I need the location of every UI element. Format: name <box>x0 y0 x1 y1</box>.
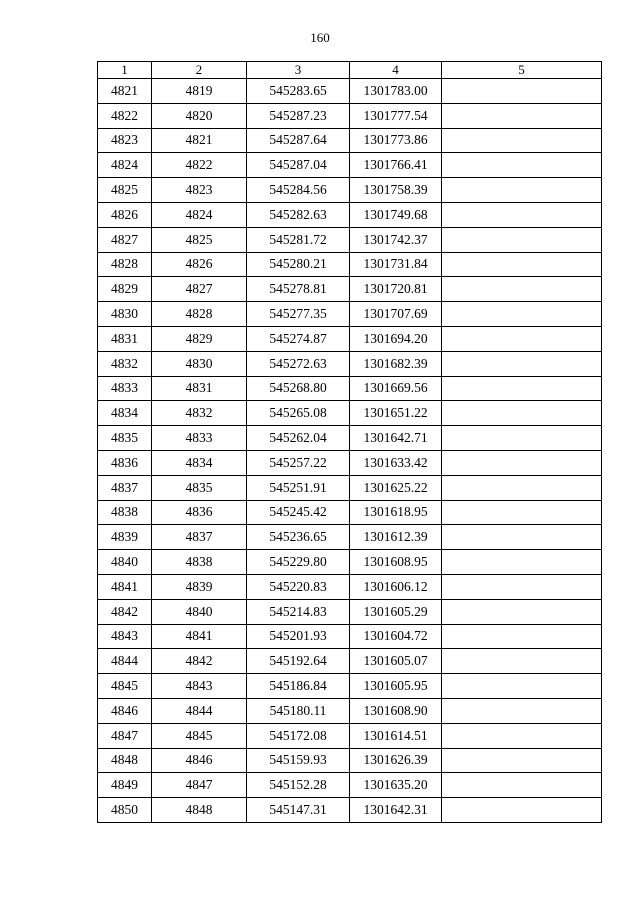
table-cell: 545278.81 <box>247 277 350 302</box>
table-cell: 1301608.90 <box>350 698 442 723</box>
table-cell: 4831 <box>98 326 152 351</box>
table-cell: 4821 <box>152 128 247 153</box>
table-cell <box>442 227 602 252</box>
table-row <box>98 202 602 227</box>
table-cell <box>442 79 602 104</box>
table-cell: 545277.35 <box>247 302 350 327</box>
table-cell: 1301758.39 <box>350 178 442 203</box>
table-cell: 1301605.07 <box>350 649 442 674</box>
table-row <box>98 252 602 277</box>
table-cell: 1301625.22 <box>350 475 442 500</box>
table-cell <box>442 550 602 575</box>
table-cell: 4829 <box>152 326 247 351</box>
table-cell: 4825 <box>152 227 247 252</box>
table-row <box>98 798 602 823</box>
table-cell: 4830 <box>98 302 152 327</box>
table-cell: 4838 <box>98 500 152 525</box>
table-cell: 545280.21 <box>247 252 350 277</box>
table-cell: 4839 <box>152 574 247 599</box>
table-cell: 4824 <box>152 202 247 227</box>
table-cell: 4843 <box>152 674 247 699</box>
table-row <box>98 227 602 252</box>
table-cell: 4820 <box>152 103 247 128</box>
table-cell: 4819 <box>152 79 247 104</box>
table-cell: 545172.08 <box>247 723 350 748</box>
table-cell <box>442 773 602 798</box>
table-cell: 545282.63 <box>247 202 350 227</box>
table-cell: 4832 <box>98 351 152 376</box>
table-cell: 4849 <box>98 773 152 798</box>
table-cell: 4838 <box>152 550 247 575</box>
page-number: 160 <box>310 30 330 45</box>
table-row <box>98 426 602 451</box>
table-cell: 4821 <box>98 79 152 104</box>
table-cell: 4848 <box>98 748 152 773</box>
table-cell: 1301682.39 <box>350 351 442 376</box>
table-cell: 4835 <box>98 426 152 451</box>
table-row <box>98 698 602 723</box>
table-cell: 1301651.22 <box>350 401 442 426</box>
table-cell: 4825 <box>98 178 152 203</box>
table-cell <box>442 153 602 178</box>
table-cell <box>442 376 602 401</box>
table-cell <box>442 500 602 525</box>
table-cell: 4835 <box>152 475 247 500</box>
table-cell: 1301605.95 <box>350 674 442 699</box>
table-cell: 4843 <box>98 624 152 649</box>
table-cell: 1301633.42 <box>350 450 442 475</box>
table-cell <box>442 103 602 128</box>
column-header: 5 <box>442 62 602 79</box>
table-cell <box>442 426 602 451</box>
table-row <box>98 351 602 376</box>
table-cell: 4844 <box>98 649 152 674</box>
table-cell: 545186.84 <box>247 674 350 699</box>
table-cell: 4823 <box>98 128 152 153</box>
table-cell: 4847 <box>98 723 152 748</box>
table-cell: 4828 <box>152 302 247 327</box>
table-cell: 1301612.39 <box>350 525 442 550</box>
table-cell: 1301642.71 <box>350 426 442 451</box>
table-cell: 4850 <box>98 798 152 823</box>
table-cell: 545283.65 <box>247 79 350 104</box>
table-cell: 4826 <box>98 202 152 227</box>
table-cell: 4823 <box>152 178 247 203</box>
table-cell: 4837 <box>152 525 247 550</box>
table-cell: 1301669.56 <box>350 376 442 401</box>
table-cell: 4842 <box>152 649 247 674</box>
table-cell: 4822 <box>98 103 152 128</box>
table-cell: 4836 <box>152 500 247 525</box>
table-cell: 545159.93 <box>247 748 350 773</box>
table-cell: 545152.28 <box>247 773 350 798</box>
table-cell: 4844 <box>152 698 247 723</box>
table-cell: 4839 <box>98 525 152 550</box>
table-cell: 4827 <box>152 277 247 302</box>
table-cell: 4846 <box>152 748 247 773</box>
table-cell: 545214.83 <box>247 599 350 624</box>
table-row <box>98 103 602 128</box>
table-cell: 4841 <box>98 574 152 599</box>
column-header: 3 <box>247 62 350 79</box>
table-cell: 4827 <box>98 227 152 252</box>
table-cell: 1301635.20 <box>350 773 442 798</box>
table-cell: 1301773.86 <box>350 128 442 153</box>
table-cell: 545262.04 <box>247 426 350 451</box>
table-cell <box>442 302 602 327</box>
table-cell <box>442 798 602 823</box>
table-cell: 4833 <box>98 376 152 401</box>
table-row <box>98 748 602 773</box>
table-row <box>98 326 602 351</box>
table-cell: 1301742.37 <box>350 227 442 252</box>
table-cell: 545201.93 <box>247 624 350 649</box>
table-cell <box>442 202 602 227</box>
column-header: 4 <box>350 62 442 79</box>
table-cell: 4846 <box>98 698 152 723</box>
table-cell: 1301642.31 <box>350 798 442 823</box>
table-cell <box>442 574 602 599</box>
table-cell <box>442 624 602 649</box>
table-cell: 4840 <box>152 599 247 624</box>
table-cell <box>442 401 602 426</box>
table-cell <box>442 252 602 277</box>
table-row <box>98 450 602 475</box>
table-cell: 4829 <box>98 277 152 302</box>
header-row <box>98 62 602 79</box>
table-cell <box>442 351 602 376</box>
table-cell: 1301618.95 <box>350 500 442 525</box>
table-cell <box>442 326 602 351</box>
table-row <box>98 649 602 674</box>
table-cell: 4845 <box>152 723 247 748</box>
table-cell: 4847 <box>152 773 247 798</box>
table-cell: 1301614.51 <box>350 723 442 748</box>
table-cell: 4822 <box>152 153 247 178</box>
table-row <box>98 401 602 426</box>
column-header: 1 <box>98 62 152 79</box>
table-row <box>98 128 602 153</box>
table-cell: 545268.80 <box>247 376 350 401</box>
table-cell <box>442 475 602 500</box>
coordinates-table <box>97 61 602 823</box>
table-cell: 1301707.69 <box>350 302 442 327</box>
table-cell: 545147.31 <box>247 798 350 823</box>
table-cell: 545192.64 <box>247 649 350 674</box>
table-cell: 4848 <box>152 798 247 823</box>
table-cell: 4834 <box>98 401 152 426</box>
table-cell: 4841 <box>152 624 247 649</box>
table-cell: 4828 <box>98 252 152 277</box>
table-cell: 1301720.81 <box>350 277 442 302</box>
table-cell: 545287.64 <box>247 128 350 153</box>
table-row <box>98 674 602 699</box>
table-cell: 4834 <box>152 450 247 475</box>
table-cell: 545274.87 <box>247 326 350 351</box>
table-cell: 1301731.84 <box>350 252 442 277</box>
table-cell: 1301766.41 <box>350 153 442 178</box>
table-cell: 4842 <box>98 599 152 624</box>
table-cell <box>442 277 602 302</box>
table-cell: 545257.22 <box>247 450 350 475</box>
table-row <box>98 723 602 748</box>
table-cell: 1301605.29 <box>350 599 442 624</box>
table-row <box>98 178 602 203</box>
table-cell <box>442 748 602 773</box>
table-cell: 545265.08 <box>247 401 350 426</box>
table-cell: 4840 <box>98 550 152 575</box>
table-cell: 4832 <box>152 401 247 426</box>
table-cell <box>442 525 602 550</box>
table-cell: 545236.65 <box>247 525 350 550</box>
table-row <box>98 599 602 624</box>
table-cell: 545272.63 <box>247 351 350 376</box>
table-cell: 545287.23 <box>247 103 350 128</box>
table-cell: 545245.42 <box>247 500 350 525</box>
table-cell: 4830 <box>152 351 247 376</box>
table-cell: 4831 <box>152 376 247 401</box>
table-cell: 4826 <box>152 252 247 277</box>
table-cell: 545180.11 <box>247 698 350 723</box>
table-cell: 1301694.20 <box>350 326 442 351</box>
table-header <box>98 62 602 79</box>
table-cell: 4837 <box>98 475 152 500</box>
table-row <box>98 773 602 798</box>
table-cell <box>442 723 602 748</box>
table-cell: 4824 <box>98 153 152 178</box>
column-header: 2 <box>152 62 247 79</box>
table-cell: 1301783.00 <box>350 79 442 104</box>
table-row <box>98 376 602 401</box>
table-body <box>98 79 602 823</box>
table-row <box>98 525 602 550</box>
table-row <box>98 153 602 178</box>
table-cell: 1301777.54 <box>350 103 442 128</box>
table-row <box>98 79 602 104</box>
table-cell: 1301626.39 <box>350 748 442 773</box>
table-row <box>98 574 602 599</box>
table-cell: 545229.80 <box>247 550 350 575</box>
table-cell: 545287.04 <box>247 153 350 178</box>
table-row <box>98 475 602 500</box>
table-row <box>98 277 602 302</box>
table-cell: 545281.72 <box>247 227 350 252</box>
table-cell <box>442 450 602 475</box>
table-cell: 545220.83 <box>247 574 350 599</box>
table-cell <box>442 599 602 624</box>
table-cell: 1301608.95 <box>350 550 442 575</box>
table-row <box>98 624 602 649</box>
table-row <box>98 550 602 575</box>
table-cell: 4845 <box>98 674 152 699</box>
table-cell: 4833 <box>152 426 247 451</box>
table-cell <box>442 178 602 203</box>
table-cell: 4836 <box>98 450 152 475</box>
table-row <box>98 302 602 327</box>
table-cell <box>442 674 602 699</box>
table-cell <box>442 128 602 153</box>
table-cell: 545251.91 <box>247 475 350 500</box>
table-cell: 1301606.12 <box>350 574 442 599</box>
table-cell: 1301749.68 <box>350 202 442 227</box>
table-cell: 1301604.72 <box>350 624 442 649</box>
table-cell <box>442 698 602 723</box>
table-row <box>98 500 602 525</box>
table-cell <box>442 649 602 674</box>
table-cell: 545284.56 <box>247 178 350 203</box>
